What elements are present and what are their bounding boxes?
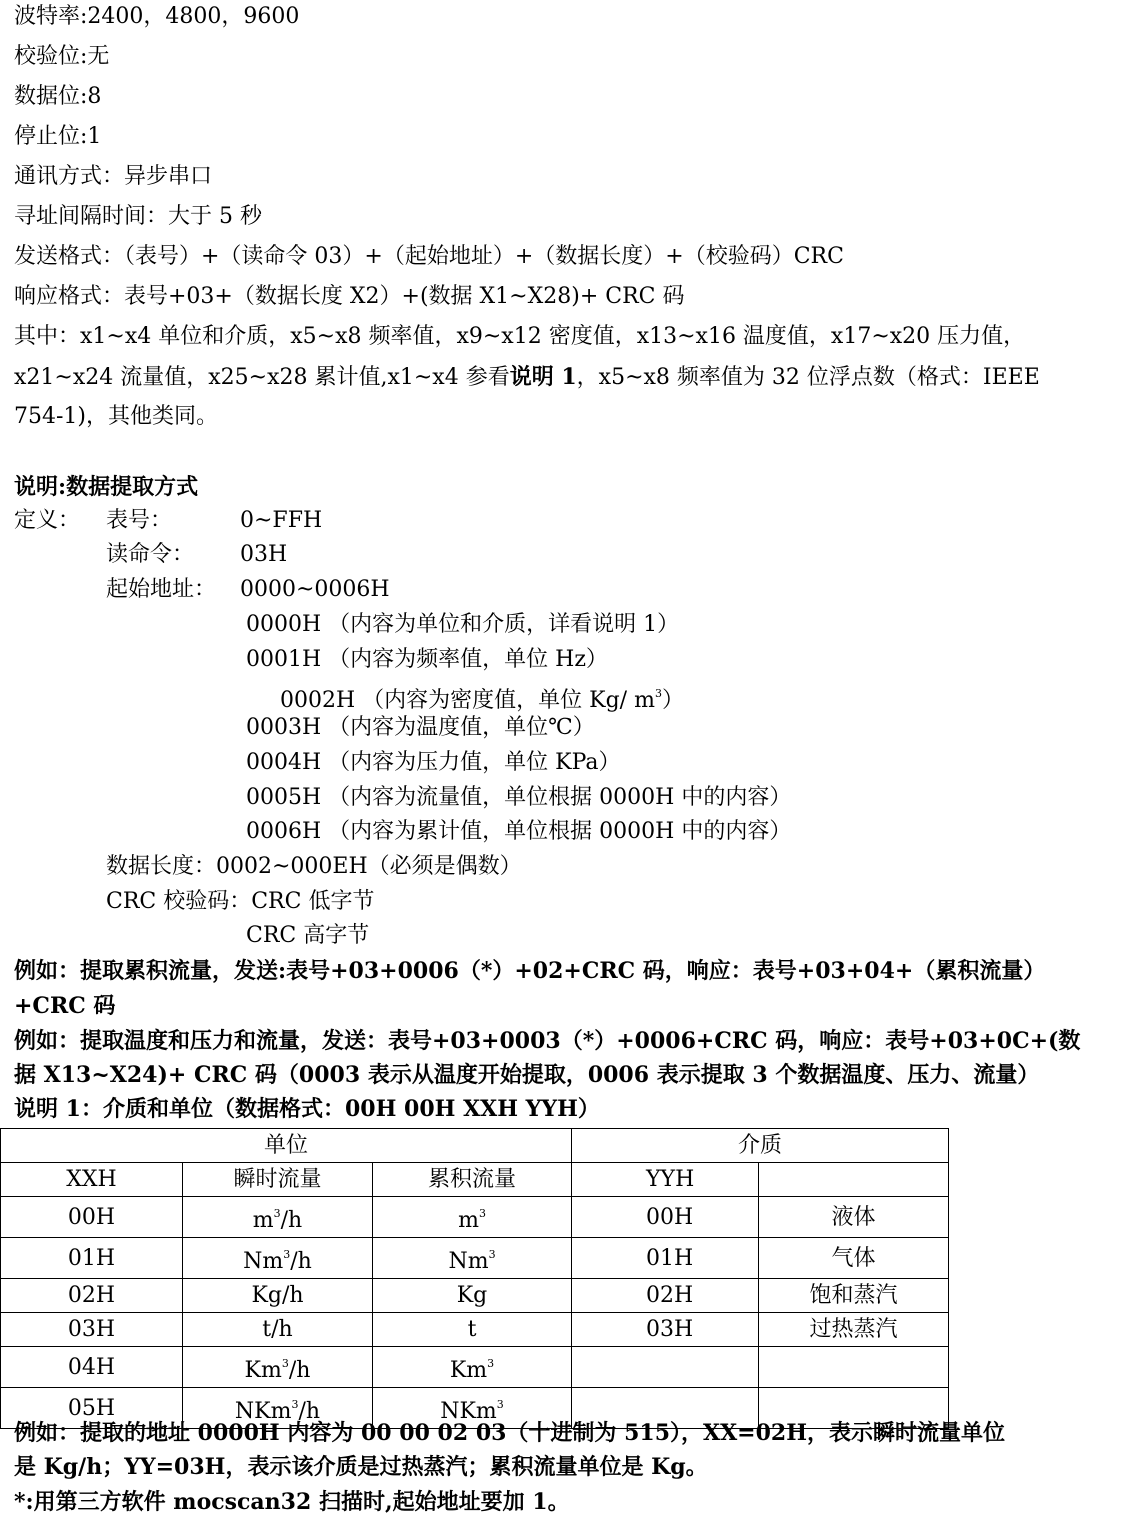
cube-superscript: 3 [273,1207,281,1220]
note-1-ref: 说明 1 [509,364,577,390]
start-address-label: 起始地址： [106,577,217,602]
address-0004: 0004H （内容为压力值，单位 KPa） [246,750,621,775]
unit-suffix: /h [290,1249,312,1274]
meter-label: 表号： [106,508,173,533]
table-row [1,1238,949,1279]
example-1-line-2: +CRC 码 [14,993,116,1019]
description-line-3: 754-1)，其他类同。 [14,404,219,429]
example-2-line-2: 据 X13~X24)+ CRC 码（0003 表示从温度开始提取，0006 表示提取 3 个数据温度、压力、流量） [14,1062,1040,1088]
unit-text: Nm [448,1249,489,1274]
cell-instant [183,1279,373,1313]
header-xxh: XXH [1,1163,183,1197]
address-0000: 0000H （内容为单位和介质，详看说明 1） [246,612,680,637]
unit-text: m [252,1208,274,1233]
unit-suffix: /h [288,1358,311,1383]
note-1-text: 说明 1：介质和单位（数据格式：00H 00H XXH YYH） [14,1096,600,1122]
cell-xx: 00H [1,1197,183,1238]
cell-yy: 03H [572,1313,759,1347]
example-3-line-2: 是 Kg/h；YY=03H，表示该介质是过热蒸汽；累积流量单位是 Kg。 [14,1454,708,1480]
definition-label: 定义： [14,508,81,533]
cube-superscript: 3 [478,1207,486,1220]
note-1-heading [14,1094,600,1125]
header-yyh: YYH [572,1163,759,1197]
data-bits: 数据位:8 [14,84,102,109]
cube-superscript: 3 [283,1248,291,1261]
address-0002-close: ） [661,688,684,713]
cell-medium: 饱和蒸汽 [759,1279,949,1313]
cube-superscript: 3 [281,1357,289,1370]
unit-text: Kg/h [251,1283,304,1308]
cell-xx: 04H [1,1347,183,1388]
poll-interval: 寻址间隔时间：大于 5 秒 [14,204,262,229]
cell-yy [572,1347,759,1388]
address-0003: 0003H （内容为温度值，单位℃） [246,715,595,740]
cube-superscript: 3 [488,1248,496,1261]
address-0002-text: 0002H （内容为密度值，单位 Kg/ m [280,688,655,713]
description-line-2-pre: x21~x24 流量值，x25~x28 累计值,x1~x4 参看 [14,365,510,390]
extraction-heading: 说明:数据提取方式 [14,474,199,500]
cell-accumulated [373,1279,572,1313]
cell-instant [183,1197,373,1238]
cell-xx: 02H [1,1279,183,1313]
cell-xx: 03H [1,1313,183,1347]
cell-xx: 05H [1,1388,183,1429]
example-1-line-1: 例如：提取累积流量，发送:表号+03+0006（*）+02+CRC 码，响应：表号+03+04+（累积流量） [14,958,1046,984]
description-line-2-post: ，x5~x8 频率值为 32 位浮点数（格式：IEEE [576,365,1040,390]
response-format: 响应格式：表号+03+（数据长度 X2）+(数据 X1~X28)+ CRC 码 [14,284,685,309]
comm-mode: 通讯方式：异步串口 [14,164,213,189]
cell-accumulated [373,1197,572,1238]
unit-medium-table [0,1128,949,1429]
cell-instant [183,1347,373,1388]
cube-superscript: 3 [291,1398,299,1411]
unit-suffix: /h [280,1208,303,1233]
address-0001: 0001H （内容为频率值，单位 Hz） [246,647,608,672]
header-accumulated-flow: 累积流量 [373,1163,572,1197]
example-3-line-1: 例如：提取的地址 0000H 内容为 00 00 02 03（十进制为 515），XX=02H，表示瞬时流量单位 [14,1420,1005,1446]
cube-superscript: 3 [487,1357,495,1370]
group-header-unit: 单位 [1,1129,572,1163]
header-instant-flow: 瞬时流量 [183,1163,373,1197]
cell-accumulated [373,1347,572,1388]
table-row [1,1347,949,1388]
send-format: 发送格式：（表号）+（读命令 03）+（起始地址）+（数据长度）+（校验码）CRC [14,244,844,269]
cell-accumulated [373,1238,572,1279]
read-label: 读命令： [106,542,195,567]
read-value: 03H [240,542,288,567]
meter-value: 0~FFH [240,508,323,533]
group-header-medium: 介质 [572,1129,949,1163]
baud-rate: 波特率:2400，4800，9600 [14,4,300,29]
table-header-row [1,1163,949,1197]
table-row [1,1313,949,1347]
cube-superscript: 3 [496,1398,504,1411]
cell-yy: 00H [572,1197,759,1238]
table-row [1,1197,949,1238]
description-line-1: 其中：x1~x4 单位和介质，x5~x8 频率值，x9~x12 密度值，x13~x16 温度值，x17~x20 压力值， [14,324,1026,349]
table-group-header-row [1,1129,949,1163]
cell-yy: 02H [572,1279,759,1313]
cell-medium: 气体 [759,1238,949,1279]
description-line-2 [14,362,1040,393]
parity: 校验位:无 [14,44,110,69]
unit-text: Kg [456,1283,488,1308]
cell-medium: 过热蒸汽 [759,1313,949,1347]
unit-text: t [467,1317,477,1342]
start-address-value: 0000~0006H [240,577,390,602]
cell-yy: 01H [572,1238,759,1279]
cell-accumulated [373,1313,572,1347]
cube-superscript: 3 [654,687,662,700]
unit-suffix: /h [298,1399,321,1424]
example-2-line-1: 例如：提取温度和压力和流量，发送：表号+03+0003（*）+0006+CRC 码，响应：表号+03+0C+(数 [14,1028,1081,1054]
data-length: 数据长度：0002~000EH（必须是偶数） [106,854,522,879]
cell-instant [183,1238,373,1279]
table-row [1,1279,949,1313]
address-0005: 0005H （内容为流量值，单位根据 0000H 中的内容） [246,785,792,810]
unit-text: Km [449,1358,488,1383]
address-0006: 0006H （内容为累计值，单位根据 0000H 中的内容） [246,819,792,844]
cell-instant [183,1313,373,1347]
stop-bits: 停止位:1 [14,124,102,149]
unit-text: m [458,1208,479,1233]
unit-text: NKm [234,1399,292,1424]
unit-text: Km [244,1358,282,1383]
cell-medium [759,1347,949,1388]
cell-xx: 01H [1,1238,183,1279]
address-0002 [280,679,684,716]
mocscan-note: *:用第三方软件 mocscan32 扫描时,起始地址要加 1。 [14,1489,570,1515]
unit-text: NKm [440,1399,497,1424]
cell-medium: 液体 [759,1197,949,1238]
unit-text: Nm [243,1249,284,1274]
header-medium-name [759,1163,949,1197]
unit-text: t/h [262,1317,293,1342]
crc-low: CRC 校验码：CRC 低字节 [106,889,375,914]
crc-high: CRC 高字节 [246,923,370,948]
